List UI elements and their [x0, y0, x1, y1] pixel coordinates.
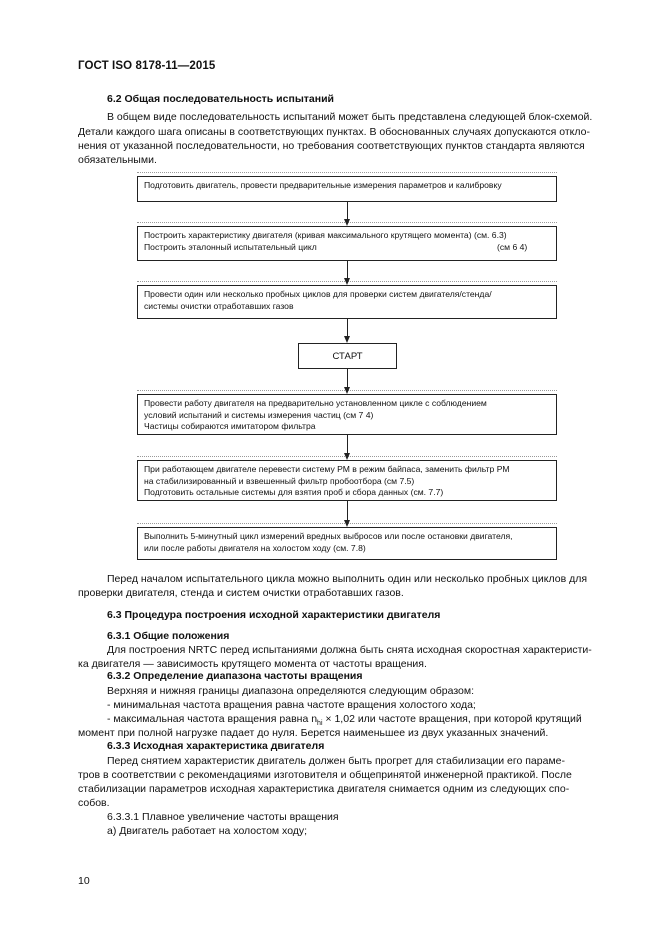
flow-start-label: СТАРТ [332, 350, 363, 362]
section-6-3-1-title: 6.3.1 Общие положения [107, 630, 230, 642]
connector-line [347, 261, 348, 280]
document-header: ГОСТ ISO 8178-11—2015 [78, 60, 216, 72]
section-6-2-line: Детали каждого шага описаны в соответствующих пунктах. В обоснованных случаях допускаются откло- [78, 126, 590, 138]
section-6-3-3-1-title: 6.3.3.1 Плавное увеличение частоты вращения [107, 811, 339, 823]
flow-box-text: на стабилизированный и взвешенный фильтр пробоотбора (см 7.5) [144, 475, 415, 486]
section-6-3-2-line: Верхняя и нижняя границы диапазона определяются следующим образом: [107, 685, 474, 697]
section-6-2-line: обязательными. [78, 154, 157, 166]
flow-box-text: Провести работу двигателя на предварительно установленном цикле с соблюдением [144, 398, 487, 408]
section-6-2-title: 6.2 Общая последовательность испытаний [107, 93, 335, 105]
connector-line [347, 319, 348, 337]
flow-box-preconditioning [137, 394, 557, 435]
flow-box-prepare [137, 176, 557, 202]
section-6-2-line: В общем виде последовательность испытаний может быть представлена следующей блок-схемой. [107, 111, 593, 123]
row-marker [137, 222, 557, 223]
page-number: 10 [78, 875, 90, 887]
flow-box-text: При работающем двигателе перевести систему РМ в режим байпаса, заменить фильтр РМ [144, 464, 510, 474]
connector-line [347, 501, 348, 521]
row-marker [137, 390, 557, 391]
after-chart-line: проверки двигателя, стенда и систем очистки отработавших газов. [78, 587, 404, 599]
flow-box-text: Выполнить 5-минутный цикл измерений вредных выбросов или после остановки двигателя, [144, 531, 513, 541]
flow-box-text: Провести один или несколько пробных циклов для проверки систем двигателя/стенда/ [144, 289, 492, 299]
connector-line [347, 202, 348, 220]
arrow-down-icon [344, 520, 350, 527]
connector-line [347, 369, 348, 388]
flow-box-text: Построить эталонный испытательный цикл [144, 241, 317, 252]
flow-box-text: или после работы двигателя на холостом ходу (см. 7.8) [144, 542, 366, 553]
section-6-3-2-title: 6.3.2 Определение диапазона частоты вращения [107, 670, 363, 682]
section-6-3-3-line: Перед снятием характеристик двигатель должен быть прогрет для стабилизации его параме- [107, 755, 566, 767]
flow-box-measurement [137, 527, 557, 560]
section-6-3-3-line: тров в соответствии с рекомендациями изготовителя и общепринятой инженерной практикой. После [78, 769, 572, 781]
flow-box-text: Подготовить остальные системы для взятия проб и сбора данных (см. 7.7) [144, 487, 444, 497]
flow-box-text: Построить характеристику двигателя (кривая максимального крутящего момента) (см. 6.3) [144, 230, 507, 240]
section-6-3-2-line: - минимальная частота вращения равна частоте вращения холостого хода; [107, 699, 476, 711]
row-marker [137, 456, 557, 457]
flow-box-bypass [137, 460, 557, 501]
flow-start-box [298, 343, 397, 369]
section-6-3-title: 6.3 Процедура построения исходной характеристики двигателя [107, 609, 441, 621]
arrow-down-icon [344, 453, 350, 460]
arrow-down-icon [344, 336, 350, 343]
row-marker [137, 523, 557, 524]
flow-box-ref: (см 6 4) [497, 241, 528, 252]
row-marker [137, 281, 557, 282]
section-6-2-line: нения от указанной последовательности, но требования соответствующих пунктов стандарта являются [78, 140, 585, 152]
flow-box-text: системы очистки отработавших газов [144, 300, 294, 311]
section-6-3-3-line: собов. [78, 797, 110, 809]
after-chart-line: Перед началом испытательного цикла можно выполнить один или несколько пробных циклов для [107, 573, 588, 585]
max-speed-text-cont: × 1,02 или частоте вращения, при которой крутящий [322, 713, 582, 725]
section-6-3-3-title: 6.3.3 Исходная характеристика двигателя [107, 740, 325, 752]
section-6-3-1-line: ка двигателя — зависимость крутящего момента от частоты вращения. [78, 658, 427, 670]
section-6-3-1-line: Для построения NRTC перед испытаниями должна быть снята исходная скоростная характеристи- [107, 644, 592, 656]
row-marker [137, 172, 557, 173]
flow-box-trial-cycles [137, 285, 557, 319]
flow-box-text: Частицы собираются имитатором фильтра [144, 421, 316, 431]
arrow-down-icon [344, 278, 350, 285]
section-6-3-2-line: момент при полной нагрузке падает до нуля. Берется наименьшее из двух указанных значений. [78, 727, 549, 739]
max-speed-subscript: hi [317, 720, 323, 728]
arrow-down-icon [344, 387, 350, 394]
section-6-3-3-1-item-a: а) Двигатель работает на холостом ходу; [107, 825, 308, 837]
arrow-down-icon [344, 219, 350, 226]
flow-box-characteristic [137, 226, 557, 261]
max-speed-text: - максимальная частота вращения равна n [107, 713, 318, 725]
flow-box-text: Подготовить двигатель, провести предварительные измерения параметров и калибровку [144, 180, 502, 190]
flow-box-text: условий испытаний и системы измерения частиц (см 7 4) [144, 409, 374, 420]
section-6-3-3-line: стабилизации параметров исходная характеристика двигателя снимается одним из следующих спо- [78, 783, 570, 795]
connector-line [347, 435, 348, 454]
